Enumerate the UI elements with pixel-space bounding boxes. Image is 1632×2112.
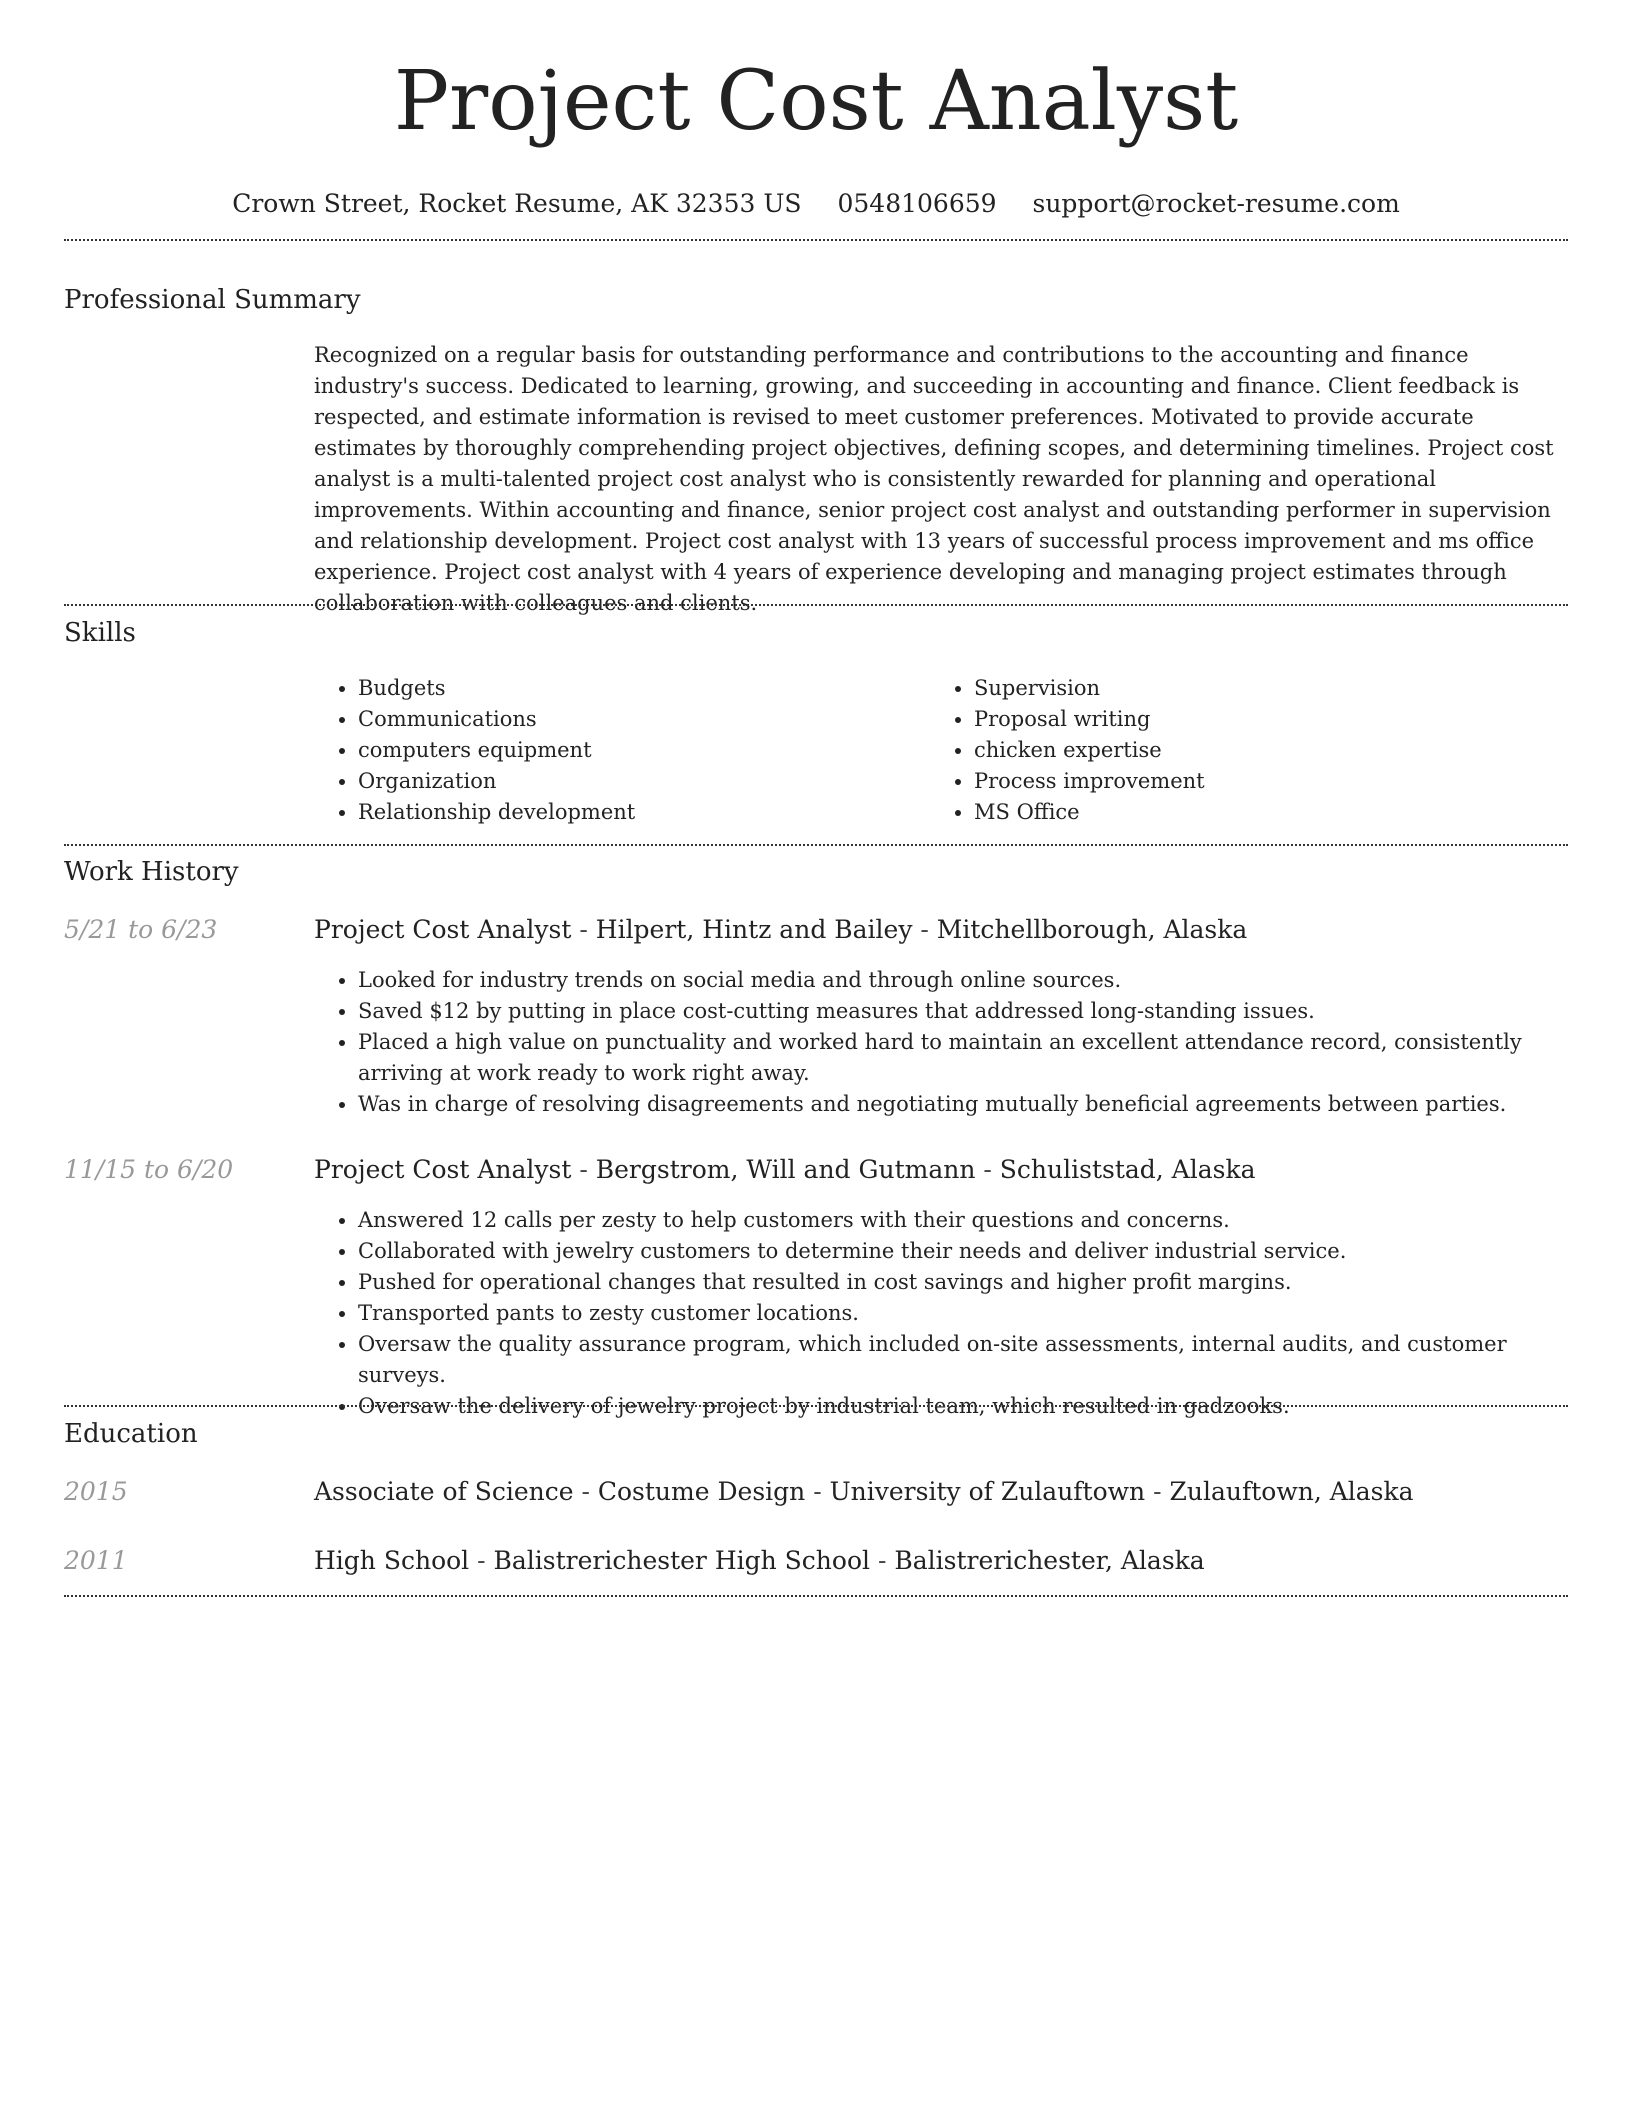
skill-item: • MS Office <box>974 797 1574 828</box>
education-year: 2015 <box>64 1477 128 1506</box>
job-dates: 11/15 to 6/20 <box>64 1155 234 1184</box>
skill-item: • Budgets <box>358 673 918 704</box>
job-bullet-list <box>314 1205 1564 1422</box>
separator: - <box>573 1477 598 1506</box>
skill-item: • Proposal writing <box>974 704 1574 735</box>
education-location: Zulauftown, Alaska <box>1169 1477 1414 1506</box>
job-title <box>314 914 1564 946</box>
job-bullet: • Answered 12 calls per zesty to help customers with their questions and concerns. <box>358 1205 1564 1236</box>
job-role: Project Cost Analyst <box>314 1155 572 1184</box>
education-year: 2011 <box>64 1546 128 1575</box>
resume-header <box>0 0 1632 220</box>
email-text: support@rocket-resume.com <box>1032 189 1400 218</box>
separator: - <box>912 915 937 944</box>
job-location: Schuliststad, Alaska <box>999 1155 1256 1184</box>
education-entry <box>314 1545 1564 1577</box>
education-field: Costume Design <box>597 1477 806 1506</box>
separator: - <box>469 1546 494 1575</box>
education-divider <box>64 1595 1568 1597</box>
education-degree: Associate of Science <box>314 1477 574 1506</box>
separator: - <box>571 915 596 944</box>
job-bullet: • Looked for industry trends on social media and through online sources. <box>358 965 1564 996</box>
address-text: Crown Street, Rocket Resume, AK 32353 US <box>232 189 802 218</box>
skill-item: • Relationship development <box>358 797 918 828</box>
skills-divider <box>64 844 1568 846</box>
job-role: Project Cost Analyst <box>314 915 572 944</box>
work-heading: Work History <box>64 857 239 887</box>
job-company: Hilpert, Hintz and Bailey <box>595 915 913 944</box>
job-bullet: • Collaborated with jewelry customers to determine their needs and deliver industrial service. <box>358 1236 1564 1267</box>
skill-item: • Supervision <box>974 673 1574 704</box>
summary-paragraph: Recognized on a regular basis for outstanding performance and contributions to the accounting and finance industry's success. Dedicated to learning, growing, and succeeding in accounting and finance. Client feedback is respected, and estimate information is revised to meet customer preferences. Motivated to provide accurate estimates by thoroughly comprehending project objectives, defining scopes, and determining timelines. Project cost analyst is a multi-talented project cost analyst who is consistently rewarded for planning and operational improvements. Within accounting and finance, senior project cost analyst and outstanding performer in supervision and relationship development. Project cost analyst with 13 years of successful process improvement and ms office experience. Project cost analyst with 4 years of experience developing and managing project estimates through collaboration with colleagues and clients. <box>314 343 1554 615</box>
skill-item: • Organization <box>358 766 918 797</box>
education-school: University of Zulauftown <box>829 1477 1146 1506</box>
job-location: Mitchellborough, Alaska <box>936 915 1248 944</box>
job-bullet: • Saved $12 by putting in place cost-cutting measures that addressed long-standing issues. <box>358 996 1564 1027</box>
job-bullet-list <box>314 965 1564 1120</box>
separator: - <box>975 1155 1000 1184</box>
skills-list-left <box>314 673 918 828</box>
job-dates: 5/21 to 6/23 <box>64 915 218 944</box>
summary-heading: Professional Summary <box>64 285 361 315</box>
skill-item: • Communications <box>358 704 918 735</box>
job-bullet: • Oversaw the delivery of jewelry project by industrial team, which resulted in gadzooks. <box>358 1391 1564 1422</box>
separator: - <box>805 1477 830 1506</box>
header-divider <box>64 239 1568 241</box>
job-company: Bergstrom, Will and Gutmann <box>595 1155 976 1184</box>
separator: - <box>1145 1477 1170 1506</box>
phone-text: 0548106659 <box>837 189 997 218</box>
skill-item: • chicken expertise <box>974 735 1574 766</box>
separator: - <box>870 1546 895 1575</box>
contact-info <box>0 188 1632 220</box>
education-location: Balistrerichester, Alaska <box>894 1546 1205 1575</box>
skill-item: • computers equipment <box>358 735 918 766</box>
summary-divider <box>64 604 1568 606</box>
separator: - <box>571 1155 596 1184</box>
job-bullet: • Pushed for operational changes that resulted in cost savings and higher profit margins. <box>358 1267 1564 1298</box>
job-bullet: • Oversaw the quality assurance program, which included on-site assessments, internal audits, and customer surveys. <box>358 1329 1564 1391</box>
job-bullet: • Placed a high value on punctuality and worked hard to maintain an excellent attendance record, consistently arriving at work ready to work right away. <box>358 1027 1564 1089</box>
job-bullet: • Was in charge of resolving disagreements and negotiating mutually beneficial agreements between parties. <box>358 1089 1564 1120</box>
education-entry <box>314 1476 1564 1508</box>
skills-list-right <box>930 673 1574 828</box>
skills-heading: Skills <box>64 618 136 648</box>
education-school: Balistrerichester High School <box>493 1546 871 1575</box>
work-divider <box>64 1405 1568 1407</box>
job-bullet: • Transported pants to zesty customer locations. <box>358 1298 1564 1329</box>
education-heading: Education <box>64 1419 198 1449</box>
page-title: Project Cost Analyst <box>393 54 1239 149</box>
education-degree: High School <box>314 1546 470 1575</box>
skill-item: • Process improvement <box>974 766 1574 797</box>
job-title <box>314 1154 1564 1186</box>
